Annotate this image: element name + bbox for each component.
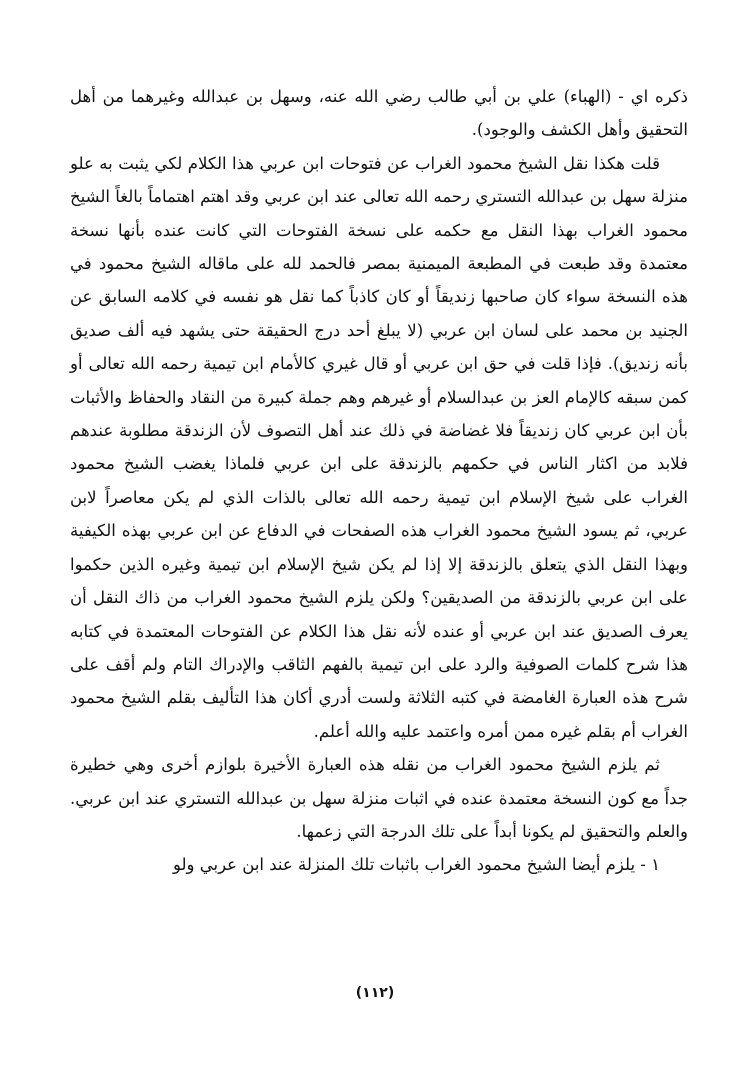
paragraph-4: ١ - يلزم أيضا الشيخ محمود الغراب باثبات تلك المنزلة عند ابن عربي ولو — [172, 855, 660, 875]
paragraph-1: ذكره اي - (الهباء) علي بن أبي طالب رضي الله عنه، وسهل بن عبدالله وغيرهما من أهل التحقيق وأهل الكشف والوجود). — [70, 87, 688, 140]
page-body — [70, 80, 688, 882]
page-number: (١١٢) — [355, 985, 395, 1001]
paragraph-2: قلت هكذا نقل الشيخ محمود الغراب عن فتوحات ابن عربي هذا الكلام لكي يثبت به علو منزلة سهل بن عبدالله التستري رحمه الله تعالى عند ابن عربي وقد اهتم اهتماماً بالغاً الشيخ محمود الغراب بهذا النقل مع حكمه على نسخة الفتوحات التي كانت عنده بأنها نسخة معتمدة وقد طبعت في المطبعة الميمنية بمصر فالحمد لله على ماقاله الشيخ محمود في هذه النسخة سواء كان صاحبها زنديقاً أو كان كاذباً كما نقل هو نفسه في كلامه السابق عن الجنيد بن محمد على لسان ابن عربي (لا يبلغ أحد درج الحقيقة حتى يشهد فيه ألف صديق بأنه زنديق). فإذا قلت في حق ابن عربي أو قال غيري كالأمام ابن تيمية رحمه الله تعالى أو كمن سبقه كالإمام العز بن عبدالسلام أو غيرهم وهم جملة كبيرة من النقاد والحفاظ والأثبات بأن ابن عربي كان زنديقاً فلا غضاضة في ذلك عند أهل التصوف لأن الزندقة مطلوبة عندهم فلابد من اكثار الناس في حكمهم بالزندقة على ابن عربي فلماذا يغضب الشيخ محمود الغراب على شيخ الإسلام ابن تيمية رحمه الله تعالى بالذات الذي لم يكن معاصراً لابن عربي، ثم يسود الشيخ محمود الغراب هذه الصفحات في الدفاع عن ابن عربي بهذه الكيفية وبهذا النقل الذي يتعلق بالزندقة إلا إذا لم يكن شيخ الإسلام ابن تيمية وغيره الذين حكموا على ابن عربي بالزندقة من الصديقين؟ ولكن يلزم الشيخ محمود الغراب من ذاك النقل أن يعرف الصديق عند ابن عربي أو عنده لأنه نقل هذا الكلام عن الفتوحات المعتمدة في كتابه هذا شرح كلمات الصوفية والرد على ابن تيمية بالفهم الثاقب والإدراك التام ولم أقف على شرح هذه العبارة الغامضة في كتبه الثلاثة ولست أدري أكان هذا التأليف بقلم الشيخ محمود الغراب أم بقلم غيره ممن أمره واعتمد عليه والله أعلم. — [70, 153, 688, 741]
paragraph-3: ثم يلزم الشيخ محمود الغراب من نقله هذه العبارة الأخيرة بلوازم أخرى وهي خطيرة جداً مع كون النسخة معتمدة عنده في اثبات منزلة سهل بن عبدالله التستري عند ابن عربي. والعلم والتحقيق لم يكونا أبداً على تلك الدرجة التي زعمها. — [70, 755, 688, 841]
